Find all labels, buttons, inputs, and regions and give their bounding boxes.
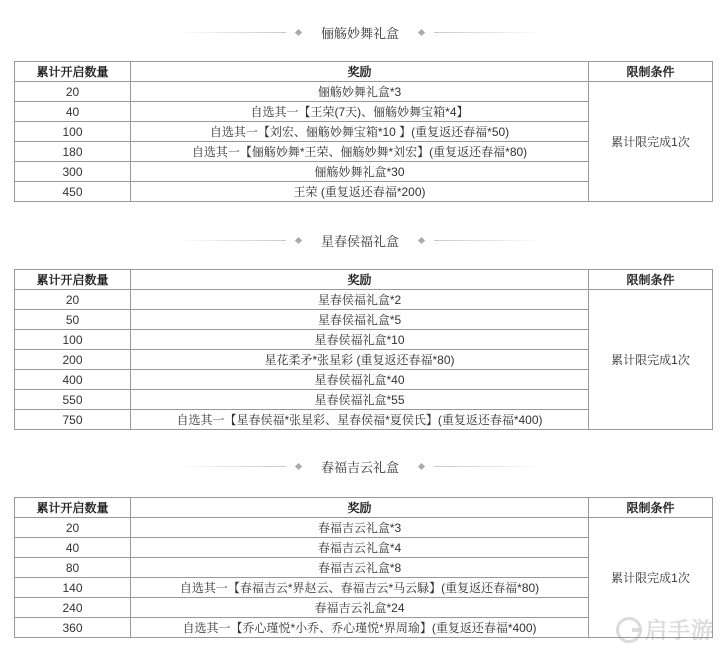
count-cell: 550	[15, 390, 131, 410]
header-condition: 限制条件	[589, 270, 713, 290]
reward-cell: 春福吉云礼盒*24	[131, 598, 589, 618]
count-cell: 80	[15, 558, 131, 578]
section-title-3	[0, 454, 720, 478]
title-divider-left	[176, 32, 286, 33]
table-header-row	[15, 62, 713, 82]
diamond-icon	[418, 28, 425, 35]
reward-cell: 自选其一【俪觞妙舞*王荣、俪觞妙舞*刘宏】(重复返还春福*80)	[131, 142, 589, 162]
section-title-text: 俪觞妙舞礼盒	[320, 25, 399, 41]
count-cell: 20	[15, 82, 131, 102]
count-cell: 20	[15, 290, 131, 310]
rewards-table-1	[14, 61, 713, 202]
count-cell: 300	[15, 162, 131, 182]
count-cell: 240	[15, 598, 131, 618]
diamond-icon	[295, 462, 302, 469]
table-row	[15, 518, 713, 538]
count-cell: 140	[15, 578, 131, 598]
reward-cell: 春福吉云礼盒*3	[131, 518, 589, 538]
watermark	[616, 614, 714, 645]
rewards-table-3	[14, 497, 713, 638]
header-count: 累计开启数量	[15, 270, 131, 290]
condition-cell: 累计限完成1次	[589, 82, 713, 202]
watermark-text: 启手游	[644, 618, 714, 643]
count-cell: 40	[15, 538, 131, 558]
table-header-row	[15, 498, 713, 518]
count-cell: 50	[15, 310, 131, 330]
table-row	[15, 290, 713, 310]
title-divider-left	[176, 240, 286, 241]
diamond-icon	[295, 236, 302, 243]
header-condition: 限制条件	[589, 62, 713, 82]
header-reward: 奖励	[131, 498, 589, 518]
reward-cell: 星春侯福礼盒*2	[131, 290, 589, 310]
diamond-icon	[418, 462, 425, 469]
title-divider-right	[434, 32, 544, 33]
header-reward: 奖励	[131, 62, 589, 82]
reward-cell: 星春侯福礼盒*40	[131, 370, 589, 390]
reward-cell: 自选其一【春福吉云*界赵云、春福吉云*马云騄】(重复返还春福*80)	[131, 578, 589, 598]
section-title-text: 春福吉云礼盒	[320, 459, 399, 475]
count-cell: 100	[15, 122, 131, 142]
header-count: 累计开启数量	[15, 498, 131, 518]
reward-cell: 自选其一【刘宏、俪觞妙舞宝箱*10 】(重复返还春福*50)	[131, 122, 589, 142]
reward-cell: 星春侯福礼盒*55	[131, 390, 589, 410]
condition-cell: 累计限完成1次	[589, 290, 713, 430]
count-cell: 450	[15, 182, 131, 202]
header-condition: 限制条件	[589, 498, 713, 518]
rewards-table-2	[14, 269, 713, 430]
reward-cell: 自选其一【乔心瑾悦*小乔、乔心瑾悦*界周瑜】(重复返还春福*400)	[131, 618, 589, 638]
count-cell: 400	[15, 370, 131, 390]
reward-cell: 春福吉云礼盒*8	[131, 558, 589, 578]
title-divider-left	[176, 466, 286, 467]
reward-cell: 春福吉云礼盒*4	[131, 538, 589, 558]
reward-cell: 俪觞妙舞礼盒*30	[131, 162, 589, 182]
reward-cell: 自选其一【王荣(7天)、俪觞妙舞宝箱*4】	[131, 102, 589, 122]
title-divider-right	[434, 240, 544, 241]
reward-cell: 星春侯福礼盒*5	[131, 310, 589, 330]
count-cell: 360	[15, 618, 131, 638]
reward-cell: 星花柔矛*张星彩 (重复返还春福*80)	[131, 350, 589, 370]
count-cell: 200	[15, 350, 131, 370]
section-title-text: 星春侯福礼盒	[320, 233, 399, 249]
reward-cell: 俪觞妙舞礼盒*3	[131, 82, 589, 102]
condition-cell: 累计限完成1次	[589, 518, 713, 638]
section-title-2	[0, 228, 720, 252]
title-divider-right	[434, 466, 544, 467]
count-cell: 180	[15, 142, 131, 162]
count-cell: 100	[15, 330, 131, 350]
count-cell: 40	[15, 102, 131, 122]
reward-cell: 王荣 (重复返还春福*200)	[131, 182, 589, 202]
g-logo-icon	[616, 617, 642, 643]
count-cell: 750	[15, 410, 131, 430]
diamond-icon	[418, 236, 425, 243]
reward-cell: 星春侯福礼盒*10	[131, 330, 589, 350]
section-title-1	[0, 20, 720, 44]
header-reward: 奖励	[131, 270, 589, 290]
table-header-row	[15, 270, 713, 290]
reward-cell: 自选其一【星春侯福*张星彩、星春侯福*夏侯氏】(重复返还春福*400)	[131, 410, 589, 430]
header-count: 累计开启数量	[15, 62, 131, 82]
diamond-icon	[295, 28, 302, 35]
table-row	[15, 82, 713, 102]
count-cell: 20	[15, 518, 131, 538]
